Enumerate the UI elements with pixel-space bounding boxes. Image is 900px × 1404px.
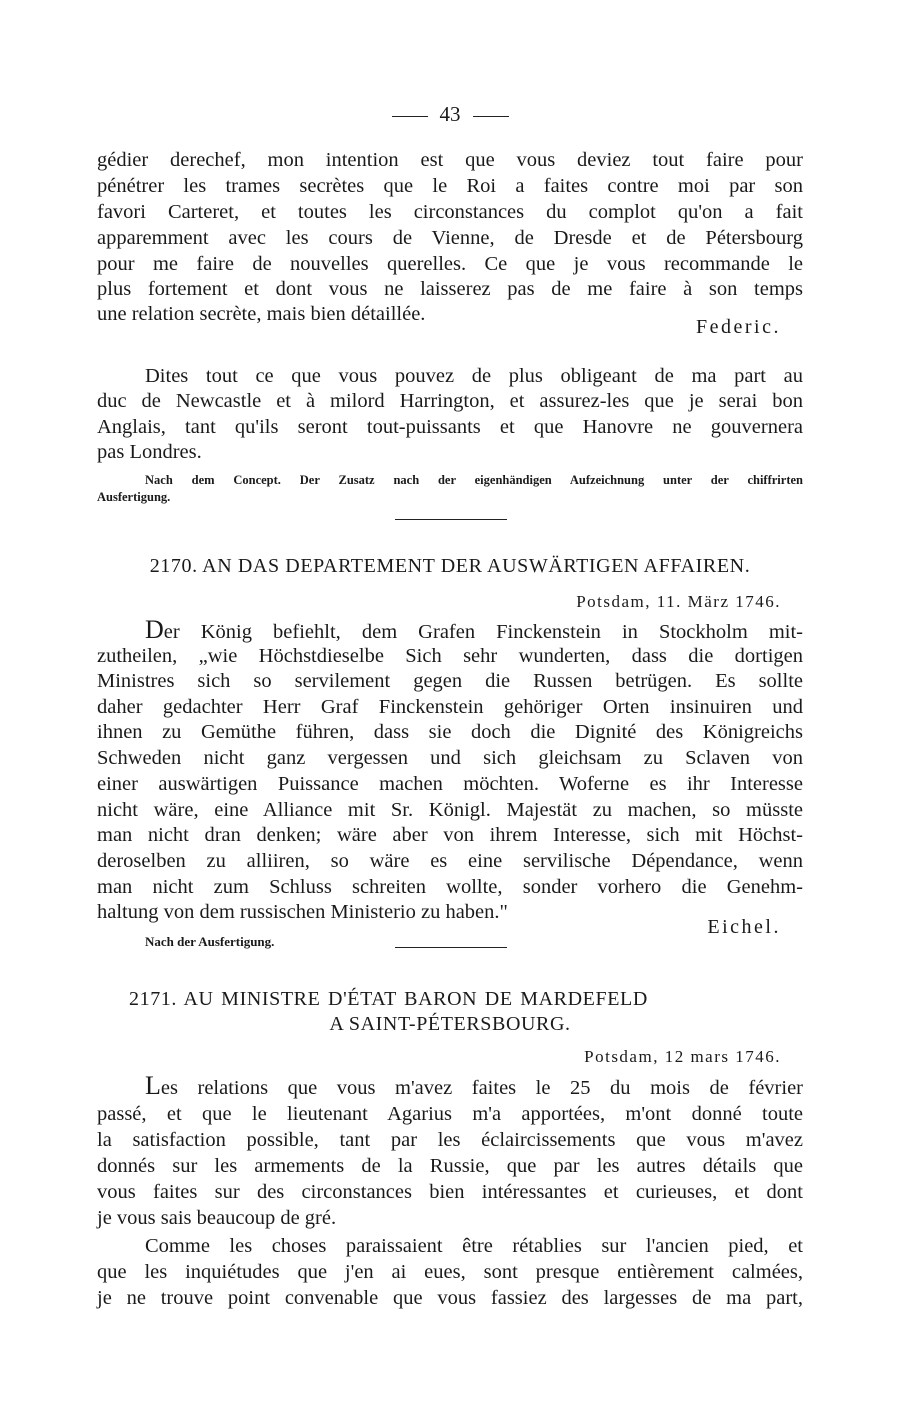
- text-line: deroselben zu alliiren, so wäre es eine servilische Dépendance, wenn: [97, 850, 803, 872]
- text-line: pas Londres.: [97, 441, 202, 463]
- text-line: vous faites sur des circonstances bien intéressantes et curieuses, et dont: [97, 1181, 803, 1203]
- page-number: 43: [97, 102, 803, 127]
- text-line: Ministres sich so servilement gegen die Russen betrügen. Es sollte: [97, 670, 803, 692]
- text-line: Anglais, tant qu'ils seront tout-puissants et que Hanovre ne gouvernera: [97, 416, 803, 438]
- initial-letter: D: [145, 615, 164, 644]
- dateline: Potsdam, 12 mars 1746.: [584, 1047, 781, 1066]
- text-line: nicht wäre, eine Alliance mit Sr. Königl. Majestät zu machen, so müsste: [97, 799, 803, 821]
- text-line: apparemment avec les cours de Vienne, de Dresde et de Pétersbourg: [97, 227, 803, 249]
- text-line: einer auswärtigen Puissance machen möchten. Woferne es ihr Interesse: [97, 773, 803, 795]
- initial-letter: L: [145, 1071, 161, 1100]
- letter-heading: 2170. AN DAS DEPARTEMENT DER AUSWÄRTIGEN AFFAIREN.: [149, 555, 751, 577]
- text-line: pénétrer les trames secrètes que le Roi a faites contre moi par son: [97, 175, 803, 197]
- text-line: zutheilen, „wie Höchstdieselbe Sich sehr wunderten, dass die dortigen: [97, 645, 803, 667]
- text-line: donnés sur les armements de la Russie, que par les autres détails que: [97, 1155, 803, 1177]
- text-line: duc de Newcastle et à milord Harrington, et assurez-les que je serai bon: [97, 390, 803, 412]
- text-line: la satisfaction possible, tant par les éclaircissements que vous m'avez: [97, 1129, 803, 1151]
- letter-heading-line2: A SAINT-PÉTERSBOURG.: [329, 1013, 571, 1035]
- text-line: Der König befiehlt, dem Grafen Finckenstein in Stockholm mit-: [145, 615, 803, 644]
- dash-right: [473, 116, 509, 117]
- source-note: Ausfertigung.: [97, 490, 171, 504]
- text-line: gédier derechef, mon intention est que vous deviez tout faire pour: [97, 149, 803, 171]
- divider-rule: [395, 519, 507, 520]
- text-line: je ne trouve point convenable que vous fassiez des largesses de ma part,: [97, 1287, 803, 1309]
- divider-rule: [395, 947, 507, 948]
- source-note: Nach dem Concept. Der Zusatz nach der eigenhändigen Aufzeichnung unter der chiffrirten: [145, 473, 803, 487]
- text-line: pour me faire de nouvelles querelles. Ce que je vous recommande le: [97, 253, 803, 275]
- text-line: ihnen zu Gemüthe führen, dass sie doch die Dignité des Königreichs: [97, 721, 803, 743]
- text-line: je vous sais beaucoup de gré.: [97, 1207, 337, 1229]
- text-line: man nicht zum Schluss schreiten wollte, sonder vorhero die Genehm-: [97, 876, 803, 898]
- text-line: Schweden nicht ganz vergessen und sich gleichsam zu Sclaven von: [97, 747, 803, 769]
- text-line: man nicht dran denken; wäre aber von ihrem Interesse, sich mit Höchst-: [97, 824, 803, 846]
- signature-federic: Federic.: [696, 316, 781, 338]
- text-line: Dites tout ce que vous pouvez de plus obligeant de ma part au: [145, 365, 803, 387]
- signature-eichel: Eichel.: [707, 916, 781, 938]
- letter-heading: 2171. AU MINISTRE D'ÉTAT BARON DE MARDEFELD: [129, 988, 648, 1010]
- text-line: plus fortement et dont vous ne laisserez pas de me faire à son temps: [97, 278, 803, 300]
- text-line: daher gedachter Herr Graf Finckenstein gehöriger Orten insinuiren und: [97, 696, 803, 718]
- text-line: une relation secrète, mais bien détaillée.: [97, 303, 426, 325]
- dash-left: [392, 116, 428, 117]
- text-line: que les inquiétudes que j'en ai eues, sont presque entièrement calmées,: [97, 1261, 803, 1283]
- dateline: Potsdam, 11. März 1746.: [576, 592, 781, 611]
- text-line: passé, et que le lieutenant Agarius m'a apportées, m'ont donné toute: [97, 1103, 803, 1125]
- text-line: Comme les choses paraissaient être rétablies sur l'ancien pied, et: [145, 1235, 803, 1257]
- source-note: Nach der Ausfertigung.: [145, 934, 275, 949]
- text-line: haltung von dem russischen Ministerio zu haben.": [97, 901, 508, 923]
- text-line: favori Carteret, et toutes les circonstances du complot qu'on a fait: [97, 201, 803, 223]
- text-line: Les relations que vous m'avez faites le 25 du mois de février: [145, 1071, 803, 1100]
